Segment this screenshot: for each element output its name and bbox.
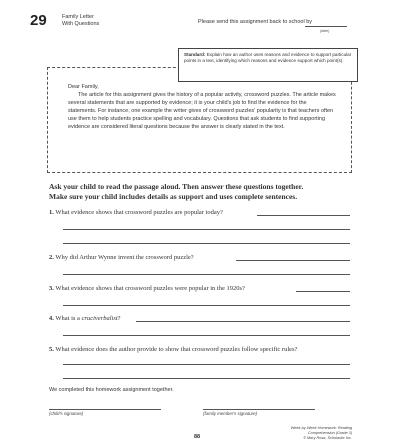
header-title-line1: Family Letter (62, 14, 94, 20)
answer-line[interactable] (257, 215, 350, 216)
question-number: 4. (49, 315, 54, 322)
instructions-line1: Ask your child to read the passage aloud. Then answer these questions together. (49, 182, 304, 191)
answer-line[interactable] (63, 305, 350, 306)
answer-line[interactable] (63, 229, 350, 230)
question-number: 5. (49, 346, 54, 353)
standard-text: Explain how an author uses reasons and evidence to support particular points in a text, identifying which reasons and evidence support which point(s). (184, 52, 352, 63)
header-title (62, 14, 99, 27)
answer-line[interactable] (63, 335, 350, 336)
completed-statement: We completed this homework assignment together. (49, 387, 174, 393)
standard-label: Standard: (184, 52, 206, 57)
answer-line[interactable] (296, 291, 350, 292)
send-back-instruction: Please send this assignment back to school by (198, 19, 313, 25)
footer-credit-line2: © Mary Rosa, Scholastic Inc. (303, 435, 352, 440)
page-number: 29 (30, 12, 47, 29)
answer-line[interactable] (63, 378, 350, 379)
family-signature-label: (family member's signature) (203, 411, 258, 416)
answer-line[interactable] (63, 364, 350, 365)
standard-box (178, 48, 358, 82)
question-term: cruciverbalist (81, 315, 118, 322)
footer-page-number: 88 (194, 434, 201, 440)
question-text: Why did Arthur Wynne invent the crossword puzzle? (55, 254, 194, 261)
question-text: What evidence shows that crossword puzzles were popular in the 1920s? (55, 285, 245, 292)
question-4 (49, 315, 121, 322)
letter-text (68, 83, 336, 131)
footer-credit (290, 426, 352, 440)
answer-line[interactable] (136, 321, 350, 322)
question-3 (49, 285, 245, 292)
question-number: 2. (49, 254, 54, 261)
child-signature-label: (child's signature) (49, 411, 84, 416)
instructions (49, 182, 354, 201)
letter-greeting: Dear Family, (68, 84, 99, 90)
answer-line[interactable] (236, 260, 350, 261)
question-number: 3. (49, 285, 54, 292)
date-blank[interactable] (305, 26, 347, 27)
question-text: What is a (55, 315, 80, 322)
footer-credit-line1: Week-by-Week Homework: Reading Comprehension (Grade 3) (290, 426, 352, 435)
family-signature-line[interactable] (203, 409, 315, 410)
question-mark: ? (117, 315, 121, 322)
question-5 (49, 346, 297, 353)
date-label: (date) (320, 29, 330, 33)
question-number: 1. (49, 209, 54, 216)
answer-line[interactable] (63, 274, 350, 275)
instructions-line2: Make sure your child includes details as support and uses complete sentences. (49, 191, 298, 201)
child-signature-line[interactable] (49, 409, 161, 410)
answer-line[interactable] (63, 243, 350, 244)
header-title-line2: With Questions (62, 20, 100, 27)
question-text: What evidence does the author provide to show that crossword puzzles follow specific rules? (55, 346, 298, 353)
question-2 (49, 254, 194, 261)
letter-body: The article for this assignment gives the history of a popular activity, crossword puzzles. The article makes several statements that are supported by evidence; it is your child's job to find the evidence for the statements. For instance, one example the writer gives of crossword puzzles' popularity is that teachers often use them to help students practice spelling and vocabulary. Questions that ask students to find supporting evidence are considered literal questions because the answer is clearly stated in the text. (68, 92, 336, 130)
question-1 (49, 209, 223, 216)
question-text: What evidence shows that crossword puzzles are popular today? (55, 209, 223, 216)
